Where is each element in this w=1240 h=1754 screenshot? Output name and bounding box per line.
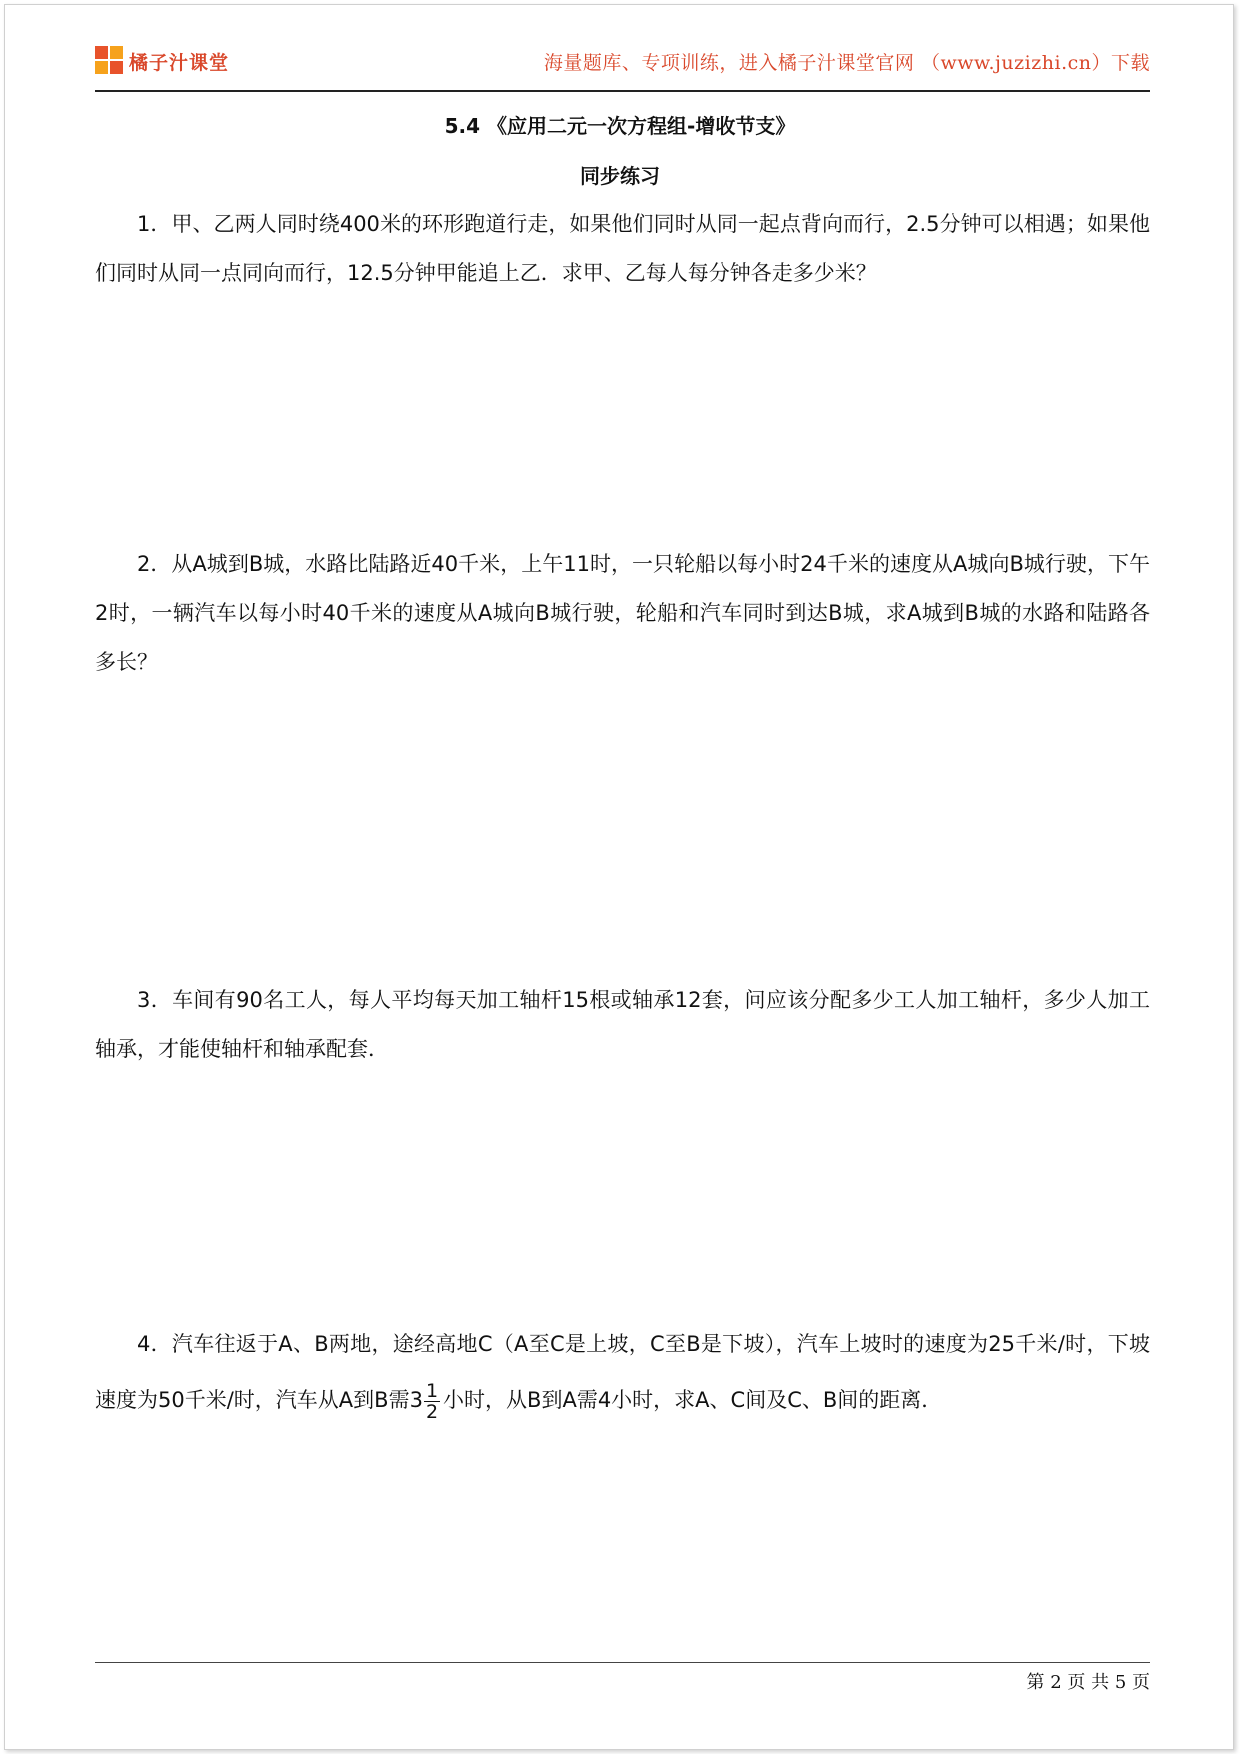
question-text: 甲、乙两人同时绕400米的环形跑道行走，如果他们同时从同一起点背向而行，2.5分钟可以相遇；如果他们同时从同一点同向而行，12.5分钟甲能追上乙．求甲、乙每人每分钟各走多少米？ xyxy=(95,212,1150,285)
logo-icon xyxy=(95,46,125,76)
logo xyxy=(95,46,229,76)
question-2 xyxy=(95,540,1150,687)
footer-divider xyxy=(95,1662,1150,1663)
question-text: 车间有90名工人，每人平均每天加工轴杆15根或轴承12套，问应该分配多少工人加工轴杆，多少人加工轴承，才能使轴杆和轴承配套． xyxy=(95,988,1150,1061)
question-text-before: 汽车往返于A、B两地，途经高地C（A至C是上坡，C至B是下坡），汽车上坡时的速度为25千米/时，下坡速度为50千米/时，汽车从A到B需 xyxy=(95,1332,1150,1412)
question-1 xyxy=(95,200,1150,298)
fraction-numerator: 1 xyxy=(425,1379,439,1402)
fraction-denominator: 2 xyxy=(425,1400,439,1423)
question-number: 2． xyxy=(137,552,172,576)
question-text: 从A城到B城，水路比陆路近40千米，上午11时，一只轮船以每小时24千米的速度从A城向B城行驶，下午2时，一辆汽车以每小时40千米的速度从A城向B城行驶，轮船和汽车同时到达B城，求A城到B城的水路和陆路各多长？ xyxy=(95,552,1150,674)
header-slogan: 海量题库、专项训练，进入橘子汁课堂官网 （www.juzizhi.cn）下载 xyxy=(543,52,1150,74)
question-number: 3． xyxy=(137,988,173,1012)
logo-text: 橘子汁课堂 xyxy=(129,51,230,74)
question-number: 4． xyxy=(137,1332,172,1356)
document-title: 5.4 《应用二元一次方程组-增收节支》 xyxy=(444,114,796,138)
page-header xyxy=(95,40,1150,86)
question-3 xyxy=(95,976,1150,1074)
question-text-after: 小时，从B到A需4小时，求A、C间及C、B间的距离． xyxy=(443,1388,943,1412)
question-4 xyxy=(95,1316,1150,1428)
document-subtitle: 同步练习 xyxy=(580,164,660,188)
fraction xyxy=(424,1381,440,1422)
mixed-number-whole: 3 xyxy=(409,1388,423,1412)
page-number: 第 2 页 共 5 页 xyxy=(1026,1672,1150,1693)
question-number: 1． xyxy=(137,212,172,236)
header-divider xyxy=(95,90,1150,92)
